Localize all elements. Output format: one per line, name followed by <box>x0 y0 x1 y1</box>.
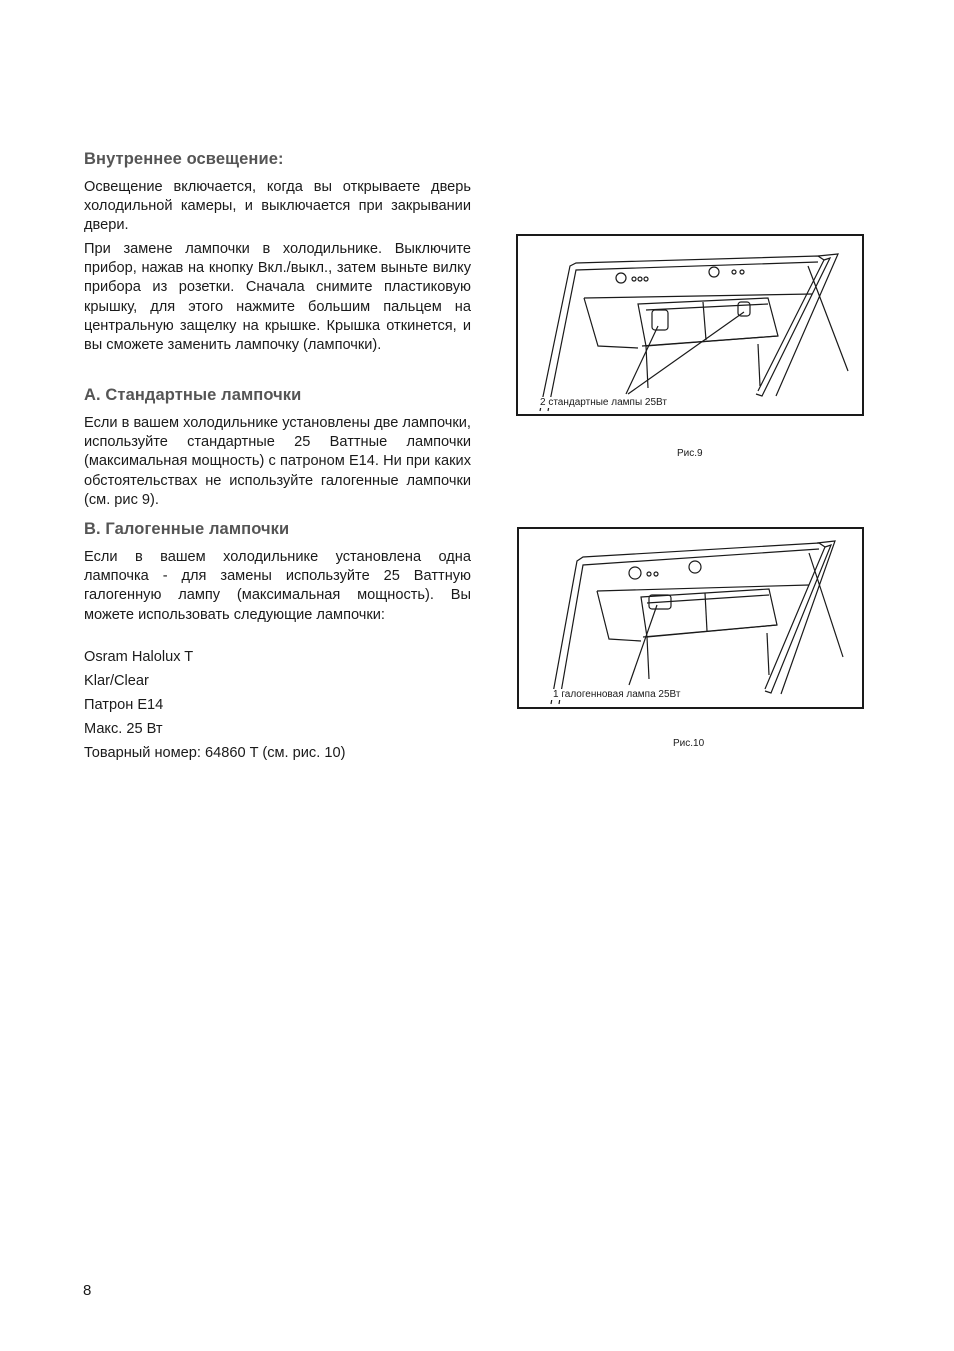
figure-9-label: 2 стандартные лампы 25Вт <box>540 397 667 408</box>
interior-lighting-paragraph-1: Освещение включается, когда вы открываете дверь холодильной камеры, и выключается при закрывании двери. <box>84 179 471 234</box>
section-heading-halogen-bulbs: B. Галогенные лампочки <box>84 520 290 538</box>
spec-item: Klar/Clear <box>84 673 149 689</box>
figure-9-two-standard-lamps <box>516 234 864 416</box>
standard-bulbs-paragraph: Если в вашем холодильнике установлены две лампочки, используйте стандартные 25 Ваттные лампочки (максимальная мощность) с патроном E14. Ни при каких обстоятельствах не используйте галогенные лампочки (см. рис 9). <box>84 415 471 508</box>
spec-item: Макс. 25 Вт <box>84 721 163 737</box>
figure-10-label: 1 галогенновая лампа 25Вт <box>553 689 681 700</box>
section-heading-interior-lighting: Внутреннее освещение: <box>84 150 284 168</box>
figure-10-caption: Рис.10 <box>673 738 705 749</box>
page-number: 8 <box>83 1282 92 1299</box>
section-heading-standard-bulbs: A. Стандартные лампочки <box>84 386 302 404</box>
halogen-bulb-spec-list <box>84 645 471 765</box>
fridge-lamp-illustration-two-lamps <box>518 236 862 414</box>
spec-item: Патрон E14 <box>84 697 164 713</box>
figure-9-caption: Рис.9 <box>677 448 703 459</box>
spec-item: Osram Halolux T <box>84 649 194 665</box>
figure-10-halogen-lamp <box>517 527 864 709</box>
halogen-bulbs-paragraph: Если в вашем холодильнике установлена одна лампочка - для замены используйте 25 Ваттную галогенную лампу (максимальная мощность). Вы можете использовать следующие лампочки: <box>84 549 471 623</box>
spec-item: Товарный номер: 64860 T (см. рис. 10) <box>84 745 346 761</box>
interior-lighting-paragraph-2: При замене лампочки в холодильнике. Выключите прибор, нажав на кнопку Вкл./выкл., затем выньте вилку прибора из розетки. Сначала снимите пластиковую крышку, для этого нажмите большим пальцем на центральную защелку на крышке. Крышка откинется, и вы сможете заменить лампочку (лампочки). <box>84 241 471 354</box>
fridge-lamp-illustration-halogen <box>519 529 862 707</box>
